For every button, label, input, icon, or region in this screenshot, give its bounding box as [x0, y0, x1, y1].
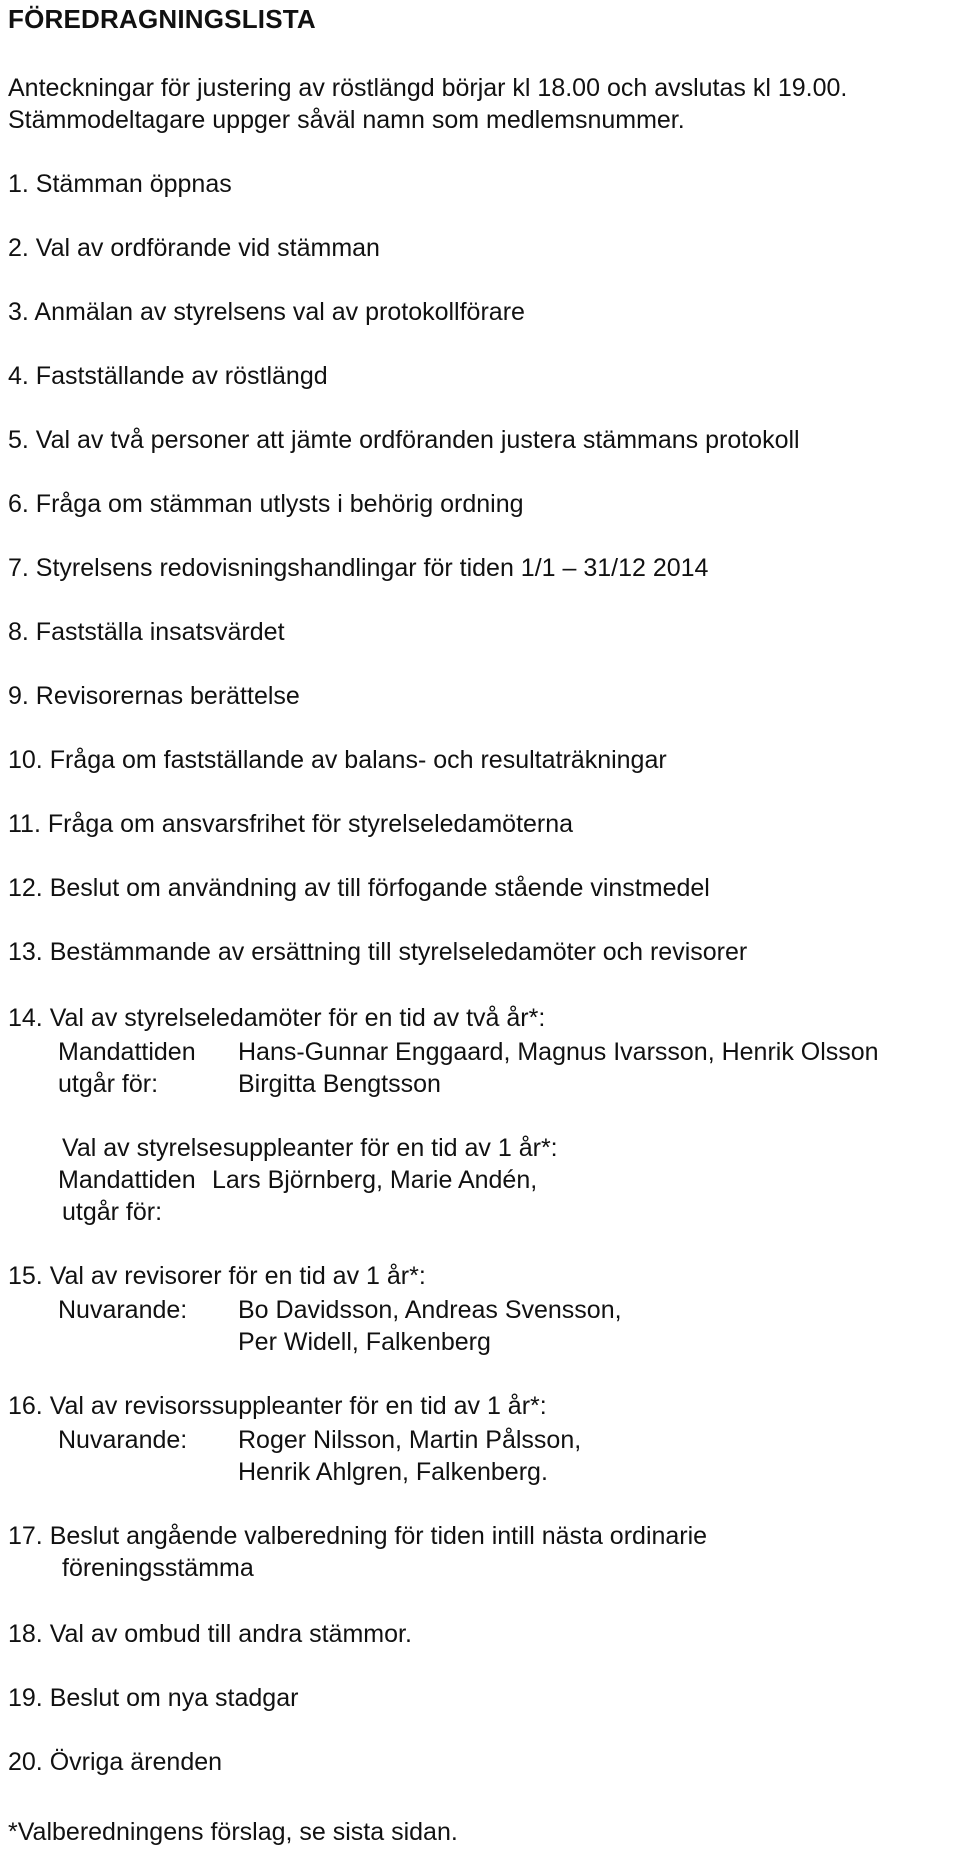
agenda-item-6: 6. Fråga om stämman utlysts i behörig ordning — [8, 490, 524, 518]
agenda-item-2: 2. Val av ordförande vid stämman — [8, 234, 380, 262]
item14-supp-label-1: Mandattiden — [58, 1166, 196, 1194]
item14-names-1: Hans-Gunnar Enggaard, Magnus Ivarsson, Henrik Olsson — [238, 1038, 879, 1066]
intro-line-1: Anteckningar för justering av röstlängd börjar kl 18.00 och avslutas kl 19.00. — [8, 74, 848, 102]
item14-supp-names: Lars Björnberg, Marie Andén, — [212, 1166, 538, 1194]
item16-label: Nuvarande: — [58, 1426, 188, 1454]
agenda-item-3: 3. Anmälan av styrelsens val av protokollförare — [8, 298, 525, 326]
agenda-item-12: 12. Beslut om användning av till förfogande stående vinstmedel — [8, 874, 710, 902]
item14-suppleant-heading: Val av styrelsesuppleanter för en tid av 1 år*: — [62, 1134, 558, 1162]
agenda-item-16: 16. Val av revisorssuppleanter för en tid av 1 år*: — [8, 1392, 547, 1420]
agenda-item-18: 18. Val av ombud till andra stämmor. — [8, 1620, 412, 1648]
footnote: *Valberedningens förslag, se sista sidan. — [8, 1818, 458, 1846]
agenda-item-11: 11. Fråga om ansvarsfrihet för styrelseledamöterna — [8, 810, 574, 838]
item16-names-2: Henrik Ahlgren, Falkenberg. — [238, 1458, 548, 1486]
item16-names-1: Roger Nilsson, Martin Pålsson, — [238, 1426, 582, 1454]
agenda-item-10: 10. Fråga om fastställande av balans- och resultaträkningar — [8, 746, 667, 774]
agenda-item-20: 20. Övriga ärenden — [8, 1748, 223, 1776]
agenda-item-17: 17. Beslut angående valberedning för tiden intill nästa ordinarie — [8, 1522, 708, 1550]
agenda-item-5: 5. Val av två personer att jämte ordföranden justera stämmans protokoll — [8, 426, 800, 454]
agenda-item-14: 14. Val av styrelseledamöter för en tid av två år*: — [8, 1004, 546, 1032]
agenda-item-8: 8. Fastställa insatsvärdet — [8, 618, 285, 646]
item14-mandate-label-1: Mandattiden — [58, 1038, 196, 1066]
item14-supp-label-2: utgår för: — [62, 1198, 163, 1226]
agenda-item-4: 4. Fastställande av röstlängd — [8, 362, 328, 390]
intro-line-2: Stämmodeltagare uppger såväl namn som medlemsnummer. — [8, 106, 685, 134]
item15-label: Nuvarande: — [58, 1296, 188, 1324]
agenda-item-19: 19. Beslut om nya stadgar — [8, 1684, 299, 1712]
item15-names-2: Per Widell, Falkenberg — [238, 1328, 491, 1356]
agenda-item-15: 15. Val av revisorer för en tid av 1 år*: — [8, 1262, 426, 1290]
agenda-item-17-line2: föreningsstämma — [62, 1554, 254, 1582]
item14-names-2: Birgitta Bengtsson — [238, 1070, 441, 1098]
agenda-item-1: 1. Stämman öppnas — [8, 170, 232, 198]
document-title: FÖREDRAGNINGSLISTA — [8, 4, 316, 34]
item14-mandate-label-2: utgår för: — [58, 1070, 159, 1098]
agenda-item-9: 9. Revisorernas berättelse — [8, 682, 300, 710]
agenda-item-7: 7. Styrelsens redovisningshandlingar för tiden 1/1 – 31/12 2014 — [8, 554, 709, 582]
agenda-item-13: 13. Bestämmande av ersättning till styrelseledamöter och revisorer — [8, 938, 748, 966]
intro-text — [8, 72, 847, 136]
item15-names-1: Bo Davidsson, Andreas Svensson, — [238, 1296, 622, 1324]
